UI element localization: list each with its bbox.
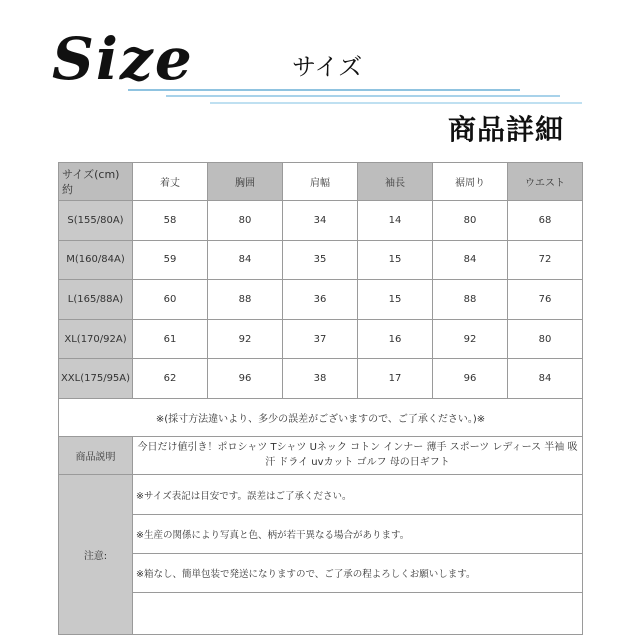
description-row bbox=[59, 436, 583, 474]
table-cell: 80 bbox=[208, 201, 283, 241]
table-cell: 88 bbox=[433, 280, 508, 320]
size-label: S(155/80A) bbox=[59, 201, 133, 241]
table-row bbox=[59, 319, 583, 359]
table-cell: 88 bbox=[208, 280, 283, 320]
table-cell: 84 bbox=[508, 359, 583, 399]
caution-label: 注意: bbox=[59, 474, 133, 634]
table-cell: 96 bbox=[208, 359, 283, 399]
col-header: 袖長 bbox=[358, 163, 433, 201]
table-cell: 60 bbox=[133, 280, 208, 320]
table-cell: 96 bbox=[433, 359, 508, 399]
col-header: 裾周り bbox=[433, 163, 508, 201]
col-header: 着丈 bbox=[133, 163, 208, 201]
caution-item: ※箱なし、簡単包装で発送になりますので、ご了承の程よろしくお願いします。 bbox=[133, 554, 582, 593]
size-label: XXL(175/95A) bbox=[59, 359, 133, 399]
table-cell: 62 bbox=[133, 359, 208, 399]
caution-item-empty bbox=[133, 593, 582, 633]
table-row bbox=[59, 359, 583, 399]
size-label: L(165/88A) bbox=[59, 280, 133, 320]
table-cell: 36 bbox=[283, 280, 358, 320]
table-cell: 38 bbox=[283, 359, 358, 399]
table-cell: 61 bbox=[133, 319, 208, 359]
description-text: 今日だけ値引き！ポロシャツ Tシャツ Uネック コトン インナー 薄手 スポーツ レディース 半袖 吸汗 ドライ uvカット ゴルフ 母の日ギフト bbox=[133, 436, 583, 474]
table-cell: 68 bbox=[508, 201, 583, 241]
table-cell: 34 bbox=[283, 201, 358, 241]
table-cell: 14 bbox=[358, 201, 433, 241]
table-cell: 92 bbox=[433, 319, 508, 359]
table-cell: 84 bbox=[208, 240, 283, 280]
table-row bbox=[59, 201, 583, 241]
table-cell: 80 bbox=[508, 319, 583, 359]
corner-text: サイズ(cm) 約 bbox=[62, 167, 120, 196]
table-cell: 17 bbox=[358, 359, 433, 399]
size-label: XL(170/92A) bbox=[59, 319, 133, 359]
col-header: 胸囲 bbox=[208, 163, 283, 201]
table-cell: 84 bbox=[433, 240, 508, 280]
size-table bbox=[58, 162, 583, 635]
table-cell: 15 bbox=[358, 280, 433, 320]
col-header: 肩幅 bbox=[283, 163, 358, 201]
table-header-row bbox=[59, 163, 583, 201]
caution-list bbox=[133, 474, 583, 634]
table-row bbox=[59, 240, 583, 280]
table-cell: 72 bbox=[508, 240, 583, 280]
page-subtitle: サイズ bbox=[292, 53, 363, 81]
table-cell: 15 bbox=[358, 240, 433, 280]
table-row bbox=[59, 280, 583, 320]
col-header: ウエスト bbox=[508, 163, 583, 201]
caution-item: ※サイズ表記は目安です。誤差はご了承ください。 bbox=[133, 476, 582, 515]
table-cell: 58 bbox=[133, 201, 208, 241]
table-cell: 76 bbox=[508, 280, 583, 320]
product-details-heading: 商品詳細 bbox=[448, 113, 565, 146]
measurement-note-row bbox=[59, 398, 583, 436]
caution-item: ※生産の関係により写真と色、柄が若干異なる場合があります。 bbox=[133, 515, 582, 554]
measurement-note: ※(採寸方法違いより、多少の誤差がございますので、ご了承ください。)※ bbox=[59, 398, 583, 436]
table-cell: 35 bbox=[283, 240, 358, 280]
decorative-lines bbox=[0, 0, 640, 120]
table-cell: 92 bbox=[208, 319, 283, 359]
table-cell: 80 bbox=[433, 201, 508, 241]
table-corner-label bbox=[59, 163, 133, 201]
table-cell: 16 bbox=[358, 319, 433, 359]
brand-text: Size bbox=[52, 25, 194, 93]
table-cell: 59 bbox=[133, 240, 208, 280]
description-label: 商品説明 bbox=[59, 436, 133, 474]
caution-row bbox=[59, 474, 583, 634]
size-label: M(160/84A) bbox=[59, 240, 133, 280]
table-cell: 37 bbox=[283, 319, 358, 359]
